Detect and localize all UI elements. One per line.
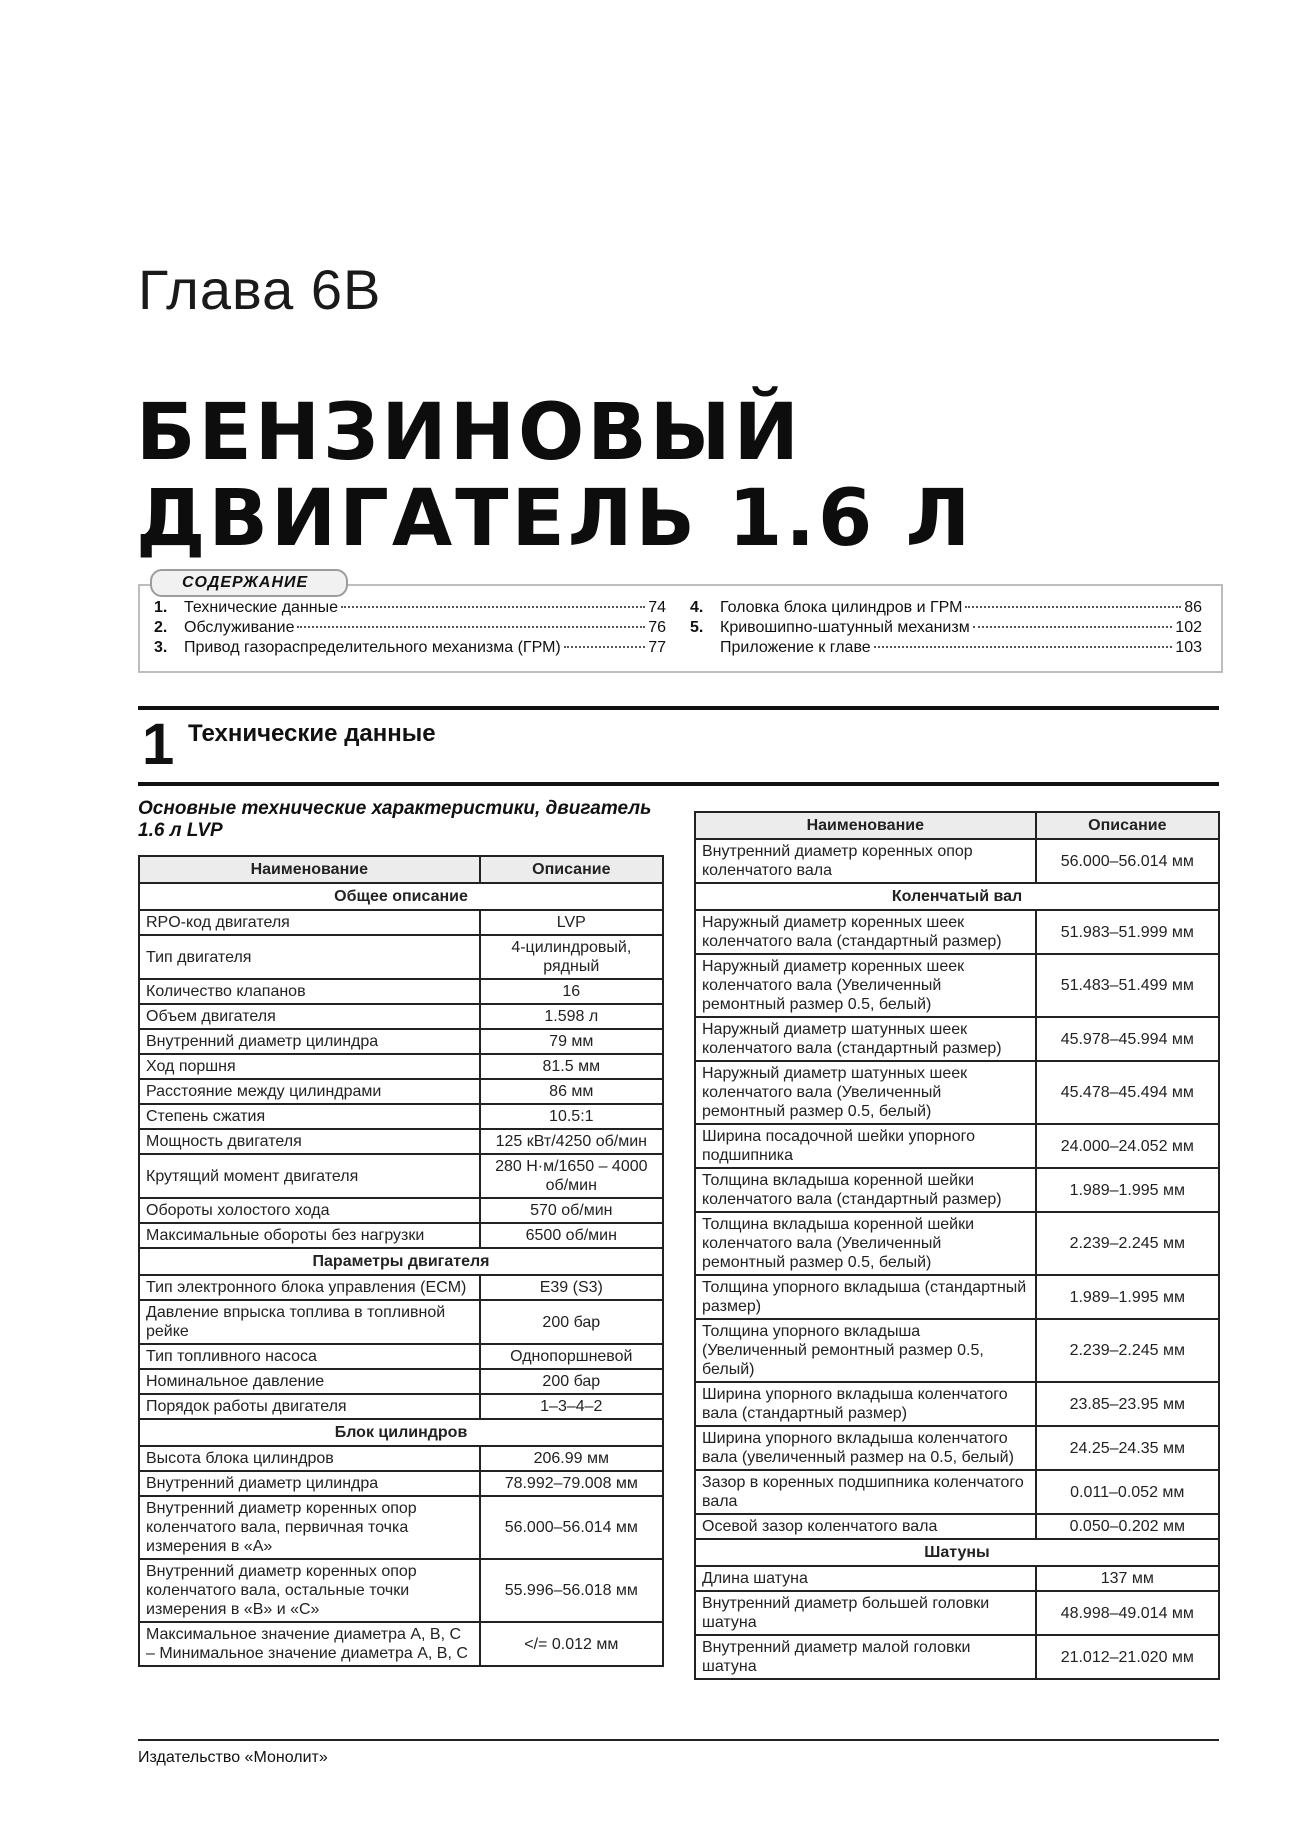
table-row <box>139 1369 663 1394</box>
group-title: Общее описание <box>139 883 663 910</box>
parameter-value: 56.000–56.014 мм <box>480 1496 663 1559</box>
parameter-value: LVP <box>480 910 663 935</box>
title-line-2: ДВИГАТЕЛЬ 1.6 Л <box>136 474 974 564</box>
parameter-name: Толщина вкладыша коренной шейки коленчатого вала (стандартный размер) <box>695 1168 1036 1212</box>
parameter-name: Максимальные обороты без нагрузки <box>139 1223 480 1248</box>
table-row <box>139 1004 663 1029</box>
parameter-value: 4-цилиндровый, рядный <box>480 935 663 979</box>
parameter-name: Обороты холостого хода <box>139 1198 480 1223</box>
parameter-name: Тип двигателя <box>139 935 480 979</box>
parameter-value: 16 <box>480 979 663 1004</box>
toc-leader <box>564 646 645 648</box>
group-title: Блок цилиндров <box>139 1419 663 1446</box>
toc-item-page: 102 <box>1175 619 1202 636</box>
parameter-name: Наружный диаметр коренных шеек коленчатого вала (Увеличенный ремонтный размер 0.5, белый) <box>695 954 1036 1017</box>
parameter-value: 78.992–79.008 мм <box>480 1471 663 1496</box>
toc-item-number: 4. <box>690 599 704 616</box>
chapter-label: Глава 6В <box>138 258 382 321</box>
toc-item-title: Технические данные <box>184 599 339 616</box>
table-row <box>695 1635 1219 1679</box>
parameter-value: 2.239–2.245 мм <box>1036 1212 1219 1275</box>
table-row <box>139 1079 663 1104</box>
parameter-name: Расстояние между цилиндрами <box>139 1079 480 1104</box>
table-row <box>139 1198 663 1223</box>
parameter-value: 0.011–0.052 мм <box>1036 1470 1219 1514</box>
parameter-value: 24.000–24.052 мм <box>1036 1124 1219 1168</box>
header-description: Описание <box>1036 812 1219 839</box>
toc-leader <box>297 626 645 628</box>
parameter-name: Давление впрыска топлива в топливной рейке <box>139 1300 480 1344</box>
parameter-value: 280 Н·м/1650 – 4000 об/мин <box>480 1154 663 1198</box>
table-row <box>695 1061 1219 1124</box>
parameter-name: Тип электронного блока управления (ECM) <box>139 1275 480 1300</box>
parameter-value: 200 бар <box>480 1369 663 1394</box>
table-row <box>139 1622 663 1666</box>
parameter-value: 86 мм <box>480 1079 663 1104</box>
parameter-name: Наружный диаметр шатунных шеек коленчатого вала (Увеличенный ремонтный размер 0.5, белый) <box>695 1061 1036 1124</box>
section-rule-top <box>138 706 1219 710</box>
engine-spec-table-right <box>694 811 1220 1680</box>
table-row <box>695 954 1219 1017</box>
parameter-value: 48.998–49.014 мм <box>1036 1591 1219 1635</box>
toc-right-column <box>690 598 1202 658</box>
parameter-name: Внутренний диаметр коренных опор коленчатого вала, остальные точки измерения в «В» и «С» <box>139 1559 480 1622</box>
toc-item-page: 86 <box>1184 599 1202 616</box>
toc-item-title: Кривошипно-шатунный механизм <box>720 619 970 636</box>
toc-leader <box>341 606 645 608</box>
table-row <box>139 935 663 979</box>
parameter-name: Внутренний диаметр коренных опор коленчатого вала, первичная точка измерения в «А» <box>139 1496 480 1559</box>
toc-item[interactable] <box>154 638 666 658</box>
table-row <box>139 1496 663 1559</box>
table-row <box>139 1446 663 1471</box>
header-description: Описание <box>480 856 663 883</box>
toc-item-title: Головка блока цилиндров и ГРМ <box>720 599 963 616</box>
parameter-value: 51.983–51.999 мм <box>1036 910 1219 954</box>
parameter-name: Наружный диаметр коренных шеек коленчатого вала (стандартный размер) <box>695 910 1036 954</box>
parameter-name: Внутренний диаметр коренных опор коленчатого вала <box>695 839 1036 883</box>
parameter-value: 1.989–1.995 мм <box>1036 1275 1219 1319</box>
table-row <box>695 1566 1219 1591</box>
parameter-value: 2.239–2.245 мм <box>1036 1319 1219 1382</box>
page-title <box>136 390 973 562</box>
parameter-value: 10.5:1 <box>480 1104 663 1129</box>
parameter-name: Объем двигателя <box>139 1004 480 1029</box>
title-line-1: БЕНЗИНОВЫЙ <box>136 388 802 478</box>
parameter-name: RPO-код двигателя <box>139 910 480 935</box>
toc-item-number: 3. <box>154 639 168 656</box>
toc-item[interactable] <box>154 598 666 618</box>
toc-label: СОДЕРЖАНИЕ <box>150 569 348 597</box>
parameter-value: 6500 об/мин <box>480 1223 663 1248</box>
group-title: Коленчатый вал <box>695 883 1219 910</box>
parameter-value: 23.85–23.95 мм <box>1036 1382 1219 1426</box>
table-row <box>695 1591 1219 1635</box>
toc-item-page: 76 <box>648 619 666 636</box>
section-title: Технические данные <box>188 720 436 747</box>
section-number: 1 <box>142 712 175 777</box>
publisher-footer: Издательство «Монолит» <box>138 1749 328 1766</box>
table-row <box>139 1104 663 1129</box>
table-group-row <box>695 1539 1219 1566</box>
toc-left-column <box>154 598 666 658</box>
toc-item-title: Обслуживание <box>184 619 295 636</box>
toc-item-page: 74 <box>648 599 666 616</box>
table-row <box>695 1275 1219 1319</box>
parameter-name: Внутренний диаметр малой головки шатуна <box>695 1635 1036 1679</box>
toc-item-number: 1. <box>154 599 168 616</box>
toc-item[interactable] <box>690 618 1202 638</box>
table-group-row <box>139 1419 663 1446</box>
table-row <box>139 1559 663 1622</box>
toc-item-title: Приложение к главе <box>720 639 871 656</box>
table-row <box>139 910 663 935</box>
parameter-value: 81.5 мм <box>480 1054 663 1079</box>
parameter-name: Наружный диаметр шатунных шеек коленчатого вала (стандартный размер) <box>695 1017 1036 1061</box>
parameter-name: Номинальное давление <box>139 1369 480 1394</box>
parameter-value: 45.978–45.994 мм <box>1036 1017 1219 1061</box>
toc-item[interactable] <box>154 618 666 638</box>
parameter-value: 45.478–45.494 мм <box>1036 1061 1219 1124</box>
parameter-name: Длина шатуна <box>695 1566 1036 1591</box>
parameter-name: Мощность двигателя <box>139 1129 480 1154</box>
toc-leader <box>973 626 1173 628</box>
parameter-value: Однопоршневой <box>480 1344 663 1369</box>
table-subheading: Основные технические характеристики, двигатель 1.6 л LVP <box>138 798 652 841</box>
parameter-name: Толщина упорного вкладыша (стандартный размер) <box>695 1275 1036 1319</box>
parameter-name: Внутренний диаметр цилиндра <box>139 1471 480 1496</box>
parameter-value: 79 мм <box>480 1029 663 1054</box>
parameter-value: 55.996–56.018 мм <box>480 1559 663 1622</box>
table-row <box>139 1344 663 1369</box>
group-title: Шатуны <box>695 1539 1219 1566</box>
parameter-value: 1.598 л <box>480 1004 663 1029</box>
parameter-name: Ход поршня <box>139 1054 480 1079</box>
table-row <box>695 1168 1219 1212</box>
toc-item-page: 77 <box>648 639 666 656</box>
toc-leader <box>874 646 1173 648</box>
parameter-value: 51.483–51.499 мм <box>1036 954 1219 1017</box>
table-row <box>695 1319 1219 1382</box>
table-group-row <box>139 883 663 910</box>
parameter-value: 200 бар <box>480 1300 663 1344</box>
table-row <box>695 839 1219 883</box>
header-name: Наименование <box>695 812 1036 839</box>
table-row <box>139 1054 663 1079</box>
table-row <box>139 1275 663 1300</box>
table-row <box>139 1394 663 1419</box>
parameter-name: Ширина упорного вкладыша коленчатого вала (стандартный размер) <box>695 1382 1036 1426</box>
header-name: Наименование <box>139 856 480 883</box>
table-row <box>139 1223 663 1248</box>
table-row <box>139 1300 663 1344</box>
toc-item[interactable] <box>690 638 1202 658</box>
table-row <box>695 1470 1219 1514</box>
parameter-value: 0.050–0.202 мм <box>1036 1514 1219 1539</box>
parameter-name: Тип топливного насоса <box>139 1344 480 1369</box>
parameter-name: Высота блока цилиндров <box>139 1446 480 1471</box>
parameter-value: 1–3–4–2 <box>480 1394 663 1419</box>
table-row <box>139 1471 663 1496</box>
parameter-name: Толщина упорного вкладыша (Увеличенный ремонтный размер 0.5, белый) <box>695 1319 1036 1382</box>
parameter-name: Осевой зазор коленчатого вала <box>695 1514 1036 1539</box>
engine-spec-table-left <box>138 855 664 1667</box>
table-row <box>139 979 663 1004</box>
parameter-value: 137 мм <box>1036 1566 1219 1591</box>
section-rule-bottom <box>138 782 1219 786</box>
table-row <box>139 1029 663 1054</box>
table-row <box>695 910 1219 954</box>
table-group-row <box>139 1248 663 1275</box>
table-row <box>695 1382 1219 1426</box>
parameter-name: Количество клапанов <box>139 979 480 1004</box>
parameter-value: 206.99 мм <box>480 1446 663 1471</box>
table-row <box>139 1129 663 1154</box>
parameter-name: Внутренний диаметр цилиндра <box>139 1029 480 1054</box>
toc-item[interactable] <box>690 598 1202 618</box>
parameter-name: Крутящий момент двигателя <box>139 1154 480 1198</box>
parameter-name: Степень сжатия <box>139 1104 480 1129</box>
parameter-name: Зазор в коренных подшипника коленчатого вала <box>695 1470 1036 1514</box>
group-title: Параметры двигателя <box>139 1248 663 1275</box>
table-row <box>139 1154 663 1198</box>
parameter-name: Максимальное значение диаметра А, В, С – Минимальное значение диаметра А, В, С <box>139 1622 480 1666</box>
parameter-value: 24.25–24.35 мм <box>1036 1426 1219 1470</box>
parameter-value: 56.000–56.014 мм <box>1036 839 1219 883</box>
table-row <box>695 1212 1219 1275</box>
parameter-name: Ширина посадочной шейки упорного подшипника <box>695 1124 1036 1168</box>
parameter-value: 570 об/мин <box>480 1198 663 1223</box>
toc-item-number: 5. <box>690 619 704 636</box>
footer-rule <box>138 1739 1219 1741</box>
parameter-value: 21.012–21.020 мм <box>1036 1635 1219 1679</box>
parameter-name: Внутренний диаметр большей головки шатуна <box>695 1591 1036 1635</box>
table-row <box>695 1426 1219 1470</box>
toc-leader <box>965 606 1181 608</box>
table-row <box>695 1124 1219 1168</box>
parameter-value: 125 кВт/4250 об/мин <box>480 1129 663 1154</box>
toc-item-number: 2. <box>154 619 168 636</box>
parameter-value: </= 0.012 мм <box>480 1622 663 1666</box>
table-row <box>695 1017 1219 1061</box>
parameter-value: 1.989–1.995 мм <box>1036 1168 1219 1212</box>
table-row <box>695 1514 1219 1539</box>
parameter-name: Ширина упорного вкладыша коленчатого вала (увеличенный размер на 0.5, белый) <box>695 1426 1036 1470</box>
table-group-row <box>695 883 1219 910</box>
parameter-name: Толщина вкладыша коренной шейки коленчатого вала (Увеличенный ремонтный размер 0.5, белый) <box>695 1212 1036 1275</box>
toc-item-page: 103 <box>1175 639 1202 656</box>
parameter-value: E39 (S3) <box>480 1275 663 1300</box>
parameter-name: Порядок работы двигателя <box>139 1394 480 1419</box>
toc-item-title: Привод газораспределительного механизма (ГРМ) <box>184 639 561 656</box>
